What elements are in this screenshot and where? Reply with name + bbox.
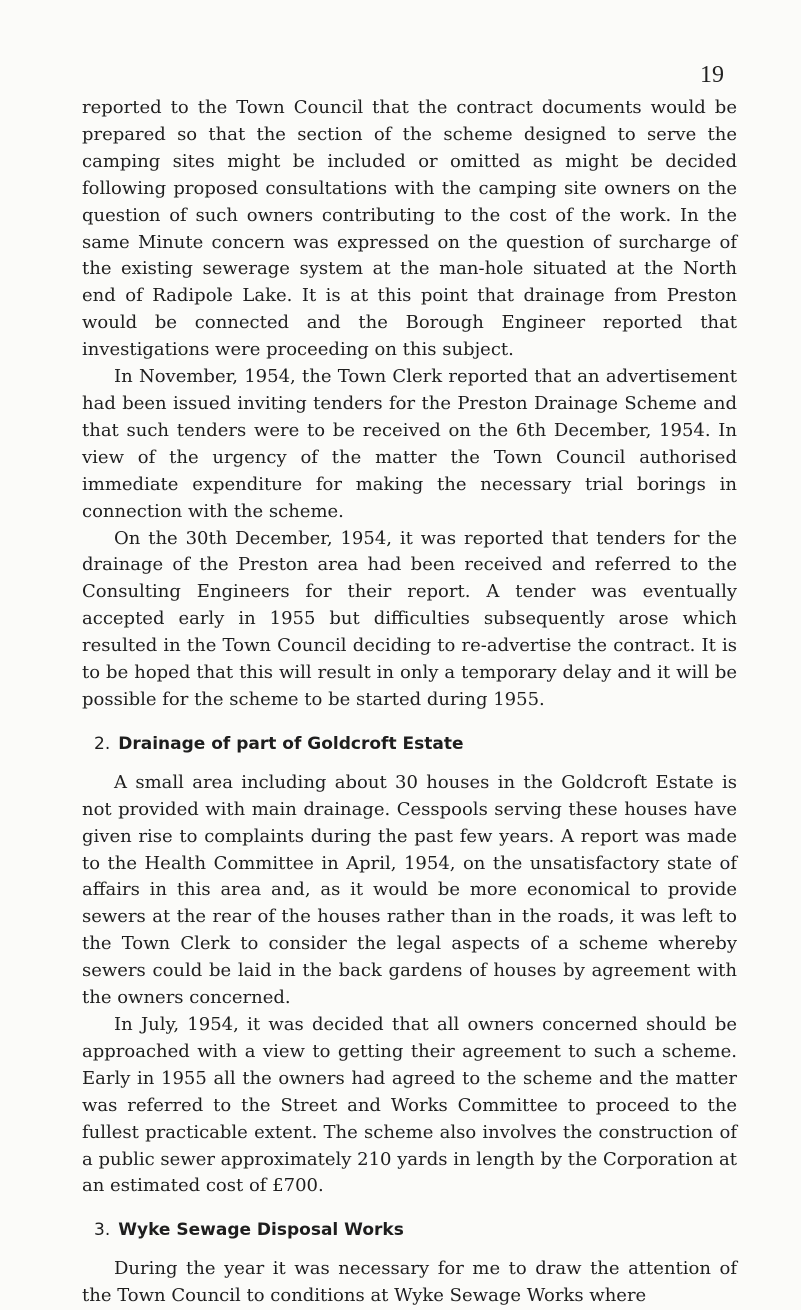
page-number: 19 bbox=[700, 62, 724, 88]
page-body bbox=[82, 95, 737, 1310]
section-title: Wyke Sewage Disposal Works bbox=[118, 1220, 404, 1241]
paragraph: In November, 1954, the Town Clerk reported that an advertisement had been issued inviting tenders for the Preston Drainage Scheme and that such tenders were to be received on the 6th December, 1954. In view of the urgency of the matter the Town Council authorised immediate expenditure for making the necessary trial borings in connection with the scheme. bbox=[82, 366, 737, 522]
paragraph: On the 30th December, 1954, it was reported that tenders for the drainage of the Preston area had been received and referred to the Consulting Engineers for their report. A tender was eventually accepted early in 1955 but difficulties subsequently arose which resulted in the Town Council deciding to re-advertise the contract. It is to be hoped that this will result in only a temporary delay and it will be possible for the scheme to be started during 1955. bbox=[82, 527, 737, 710]
paragraph: A small area including about 30 houses in the Goldcroft Estate is not provided with main drainage. Cesspools serving these houses have given rise to complaints during the past few years. A report was made to the Health Committee in April, 1954, on the unsatisfactory state of affairs in this area and, as it would be more economical to provide sewers at the rear of the houses rather than in the roads, it was left to the Town Clerk to consider the legal aspects of a scheme whereby sewers could be laid in the back gardens of houses by agreement with the owners concerned. bbox=[82, 771, 737, 1009]
section-number: 3. bbox=[94, 1220, 111, 1241]
paragraph: During the year it was necessary for me to draw the attention of the Town Council to conditions at Wyke Sewage Works where bbox=[82, 1258, 737, 1307]
paragraph: In July, 1954, it was decided that all owners concerned should be approached with a view to getting their agreement to such a scheme. Early in 1955 all the owners had agreed to the scheme and the matter was referred to the Street and Works Committee to proceed to the fullest practicable extent. The scheme also involves the construction of a public sewer approximately 210 yards in length by the Corporation at an estimated cost of £700. bbox=[82, 1014, 737, 1197]
section-number: 2. bbox=[94, 733, 111, 754]
section-heading-goldcroft bbox=[82, 734, 737, 754]
paragraph: reported to the Town Council that the contract documents would be prepared so that the section of the scheme designed to serve the camping sites might be included or omitted as might be decided following proposed consultations with the camping site owners on the question of such owners contributing to the cost of the work. In the same Minute concern was expressed on the question of surcharge of the existing sewerage system at the man-hole situated at the North end of Radipole Lake. It is at this point that drainage from Preston would be connected and the Borough Engineer reported that investigations were proceeding on this subject. bbox=[82, 97, 737, 361]
section-title: Drainage of part of Goldcroft Estate bbox=[118, 733, 464, 754]
section-heading-wyke bbox=[82, 1220, 737, 1240]
